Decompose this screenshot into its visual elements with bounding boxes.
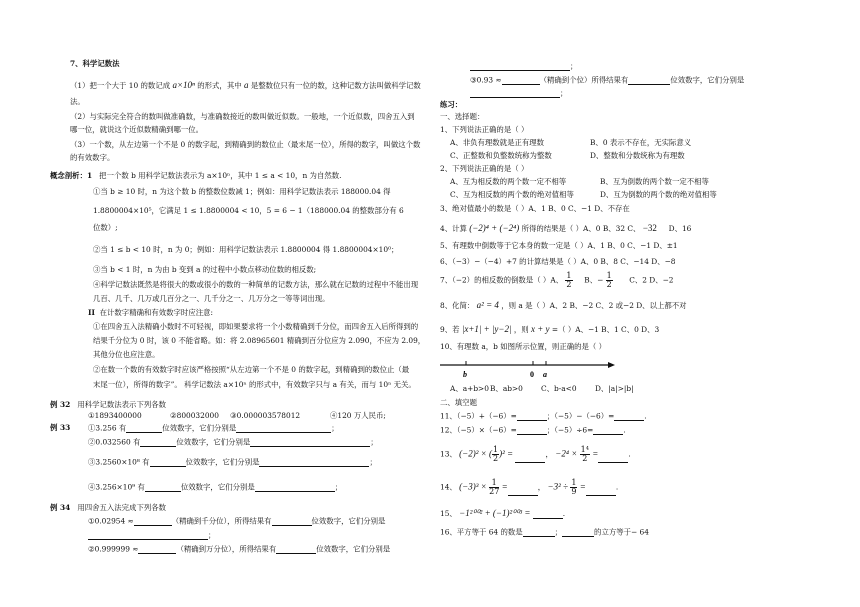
question-6: 6、（−3）−（−4）+7 的计算结果是（ ）A、0 B、8 C、−14 D、−8 (440, 257, 676, 266)
practice-heading: 练习： (440, 100, 463, 109)
note-ii: II 在计数字精确和有效数字时应注意: (88, 308, 213, 317)
answer-blank[interactable] (138, 545, 176, 554)
question-13: 13、 (−2)² × ( $\frac{1}{2}$ )² = ， −2⁴ × $\frac{\text{1⁴}}{2}$ = . (440, 445, 631, 463)
answer-blank[interactable] (586, 487, 616, 496)
section-choice: 一、选择题： (440, 112, 485, 121)
fraction-half: $\frac{1}{2}$ (566, 271, 572, 289)
top-blank-cont: ； (470, 62, 577, 71)
question-12: 12、（−5）×（−6）= ；（−5）÷6= . (440, 425, 626, 435)
answer-blank[interactable] (470, 62, 570, 71)
ex34-blank-line: ； (88, 531, 215, 540)
example-32: 例 32 用科学记数法表示下列各数 (50, 400, 167, 409)
q1-option[interactable]: D、整数和分数统称为有理数 (590, 151, 685, 160)
ex34-item: ②0.999999 ≈ （精确到万分位），所得结果有 位效数字，它们分别是 (88, 544, 391, 554)
para-2a: （2）与实际完全符合的数叫做准确数，与准确数接近的数叫做近似数。一般地，一个近似数，四舍五入到 (70, 112, 415, 121)
ex33-item: ④3.256×10⁹ 有 位效数字，它们分别是 ； (88, 482, 343, 492)
question-8: 8、化简： a² = 4 ，则 a 是（ ）A、2 B、−2 C、2 或−2 D、以上都不对 (440, 300, 687, 310)
answer-blank[interactable] (614, 412, 644, 421)
answer-blank[interactable] (523, 528, 555, 537)
question-5: 5、有理数中倒数等于它本身的数一定是（ ）A、1 B、0 C、−1 D、±1 (440, 241, 678, 250)
section-heading: 7、科学记数法 (70, 59, 120, 68)
q10-option[interactable]: A、a+b>0 (450, 384, 489, 393)
answer-blank[interactable] (259, 458, 369, 467)
ex32-item: ①1893400000 (88, 411, 142, 420)
concept-c2a: ①当 b ≥ 10 时，n 为这个数 b 的整数位数减 1；例如：用科学记数法表示 188000.04 得 (93, 187, 391, 196)
note-d2a: ②在数一个数的有效数字时应该严格按照“从左边第一个不是 0 的数字起，到精确到的数位止（最 (93, 365, 410, 374)
q1-option[interactable]: C、正整数和负整数统称为整数 (450, 151, 552, 160)
para-1: （1）把一个大于 10 的数记成 a×10ⁿ 的形式，其中 a 是整数位只有一位的数，这种记数方法叫做科学记数 (70, 80, 421, 90)
answer-blank[interactable] (140, 438, 176, 447)
example-34: 例 34 用四舍五入法完成下列各数 (50, 503, 167, 512)
para-3a: （3）一个数，从左边第一个不是 0 的数字起，到精确到的数位止（最末尾一位），所得的数字，叫做这个数 (70, 140, 421, 149)
q2-option[interactable]: B、互为倒数的两个数一定不相等 (600, 177, 709, 186)
answer-blank[interactable] (628, 76, 670, 85)
fraction-half: $\frac{1}{2}$ (606, 271, 612, 289)
answer-blank[interactable] (517, 412, 547, 421)
question-7: 7、（−2）的相反数的倒数是（ ）A、 $\frac{1}{2}$ B、− $\frac{1}{2}$ C、2 D、−2 (440, 271, 674, 289)
question-16: 16、平方等于 64 的数是 ； 的立方等于− 64 (440, 527, 649, 537)
concept-c2c: 位数）; (93, 223, 118, 232)
answer-blank[interactable] (250, 438, 370, 447)
answer-blank[interactable] (470, 89, 560, 98)
q2-option[interactable]: D、互为倒数的两个数的绝对值相等 (600, 190, 717, 199)
q10-option[interactable]: D、|a|>|b| (595, 384, 634, 393)
para-3b: 的有效数字。 (70, 153, 115, 162)
concept-c2b: 1.8800004×10⁵，它满足 1 ≤ 1.8800004 < 10，5 = 6 − 1（188000.04 的整数部分有 6 (93, 206, 404, 215)
question-2: 2、下列说法正确的是（ ） (440, 164, 529, 173)
label-b: b (463, 370, 467, 379)
question-14: 14、 (−3)³ × $\frac{1}{27}$ = ， −3² ÷ $\frac{1}{9}$ = . (440, 478, 619, 496)
answer-blank[interactable] (145, 483, 181, 492)
label-zero: 0 (530, 370, 534, 379)
para-2b: 哪一位，就说这个近似数精确到哪一位。 (70, 125, 204, 134)
question-3: 3、绝对值最小的数是（ ）A、1 B、0 C、−1 D、不存在 (440, 204, 630, 213)
fraction: $\frac{1}{9}$ (571, 478, 577, 496)
answer-blank[interactable] (502, 76, 540, 85)
concept-line-1: 概念剖析：1 把一个数 b 用科学记数法表示为 a×10ⁿ，其中 1 ≤ a < 10，n 为自然数. (50, 171, 342, 180)
answer-blank[interactable] (508, 487, 538, 496)
concept-c5b: 几百、几千、几万或几百分之一、几千分之一、几万分之一等等词出现。 (93, 294, 330, 303)
ex34-item: ①0.02954 ≈ （精确到千分位），所得结果有 位效数字，它们分别是 (88, 516, 386, 526)
answer-blank[interactable] (88, 531, 208, 540)
answer-blank[interactable] (134, 517, 172, 526)
ex33-item: ②0.032560 有 位效数字，它们分别是 ； (88, 437, 378, 447)
answer-blank[interactable] (533, 510, 563, 519)
concept-c5a: ④科学记数法既然是将很大的数或很小的数的一种简单的记数方法，那么就在记数的过程中不能出现 (93, 280, 419, 289)
top-blank-end: ； (470, 89, 567, 98)
top-item: ③0.93 ≈ （精确到个位）所得结果有 位效数字，它们分别是 (470, 75, 745, 85)
question-10: 10、有理数 a，b 如图所示位置，则正确的是（ ） (440, 342, 607, 351)
ex32-item: ④120 万人民币; (330, 411, 386, 420)
q10-option[interactable]: B、ab>0 (490, 384, 523, 393)
concept-c4: ③当 b < 1 时，n 为由 b 变到 a 的过程中小数点移动位数的相反数; (93, 265, 317, 274)
answer-blank[interactable] (236, 424, 331, 433)
question-1: 1、下列说法正确的是（ ） (440, 125, 529, 134)
answer-blank[interactable] (126, 424, 162, 433)
answer-blank[interactable] (562, 528, 594, 537)
example-33-label: 例 33 (50, 423, 71, 432)
answer-blank[interactable] (593, 426, 623, 435)
note-d1c: 其他分位也应注意。 (93, 350, 160, 359)
label-a: a (543, 370, 547, 379)
note-d1a: ①在四舍五入法精确小数时不可轻视，即如果要求将一个小数精确到千分位，而四舍五入后所得到的 (93, 322, 419, 331)
answer-blank[interactable] (255, 483, 335, 492)
question-9: 9、若 |x+1| + |y−2| ，则 x + y =（ ）A、−1 B、1 C、0 D、3 (440, 324, 660, 334)
answer-blank[interactable] (272, 517, 312, 526)
fraction: $\frac{1}{27}$ (489, 478, 500, 496)
answer-blank[interactable] (515, 454, 545, 463)
q1-option[interactable]: A、非负有理数就是正有理数 (450, 138, 545, 147)
question-4: 4、计算 (−2)⁴ + (−2⁴) 所得的结果是（ ）A、0 B、32 C、 −32 D、16 (440, 223, 692, 233)
ex32-item: ②800032000 (170, 411, 219, 420)
q2-option[interactable]: C、互为相反数的两个数的绝对值相等 (450, 190, 574, 199)
ex32-item: ③0.000003578012 (230, 411, 301, 420)
answer-blank[interactable] (598, 454, 628, 463)
fraction: $\frac{\text{1⁴}}{2}$ (580, 445, 589, 463)
q2-option[interactable]: A、互为相反数的两个数一定不相等 (450, 177, 567, 186)
answer-blank[interactable] (517, 426, 547, 435)
para-1-end: 法。 (70, 97, 85, 106)
number-line-arrow (608, 362, 615, 368)
number-line (438, 355, 618, 381)
fraction: $\frac{1}{2}$ (493, 445, 499, 463)
note-d1b: 结果千分位为 0 时，该 0 不能省略。如：将 2.08965601 精确到百分位应为 2.090，不应为 2.09， (93, 336, 426, 345)
q1-option[interactable]: B、0 表示不存在，无实际意义 (590, 138, 692, 147)
q10-option[interactable]: C、b-a<0 (541, 384, 577, 393)
answer-blank[interactable] (150, 458, 186, 467)
question-15: 15、 −1²⁰⁰² + (−1)²⁰⁰³ = . (440, 508, 566, 518)
question-11: 11、（−5）+（−6）= ；（−5）−（−6）= . (440, 411, 647, 421)
ex33-item: ③3.2560×10⁸ 有 位效数字，它们分别是 ； (88, 457, 377, 467)
note-d2b: 末尾一位），所得的数字”。 科学记数法 a×10ⁿ 的形式中，有效数字只与 a 有关，而与 10ⁿ 无关。 (93, 380, 416, 389)
ex33-item: ①3.256 有 位效数字，它们分别是 ； (88, 423, 339, 433)
concept-c3: ②当 1 ≤ b < 10 时，n 为 0；例如：用科学记数法表示 1.8800004 得 1.8800004×10⁰； (93, 245, 399, 254)
section-fill: 二、填空题 (440, 398, 477, 407)
answer-blank[interactable] (276, 545, 316, 554)
